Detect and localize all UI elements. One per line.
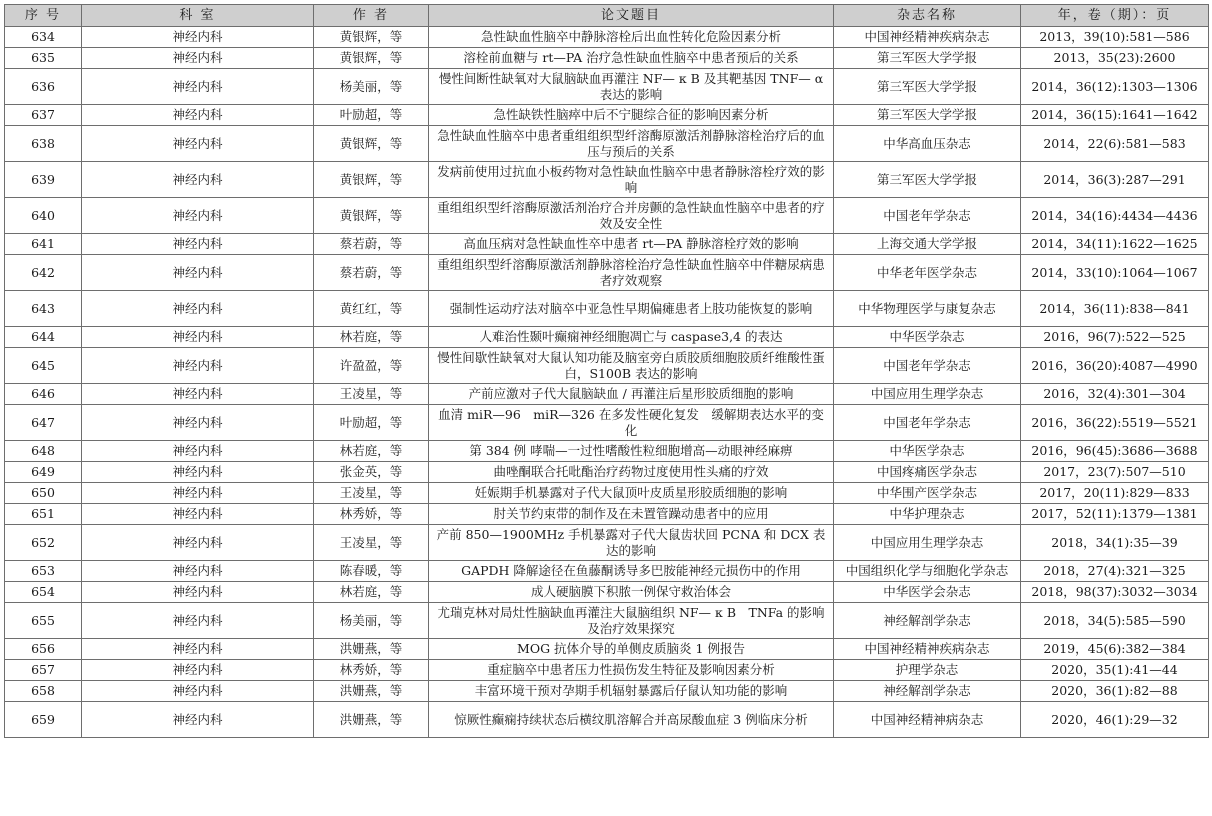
publication-table: [4, 4, 1209, 738]
cell-no: 634: [5, 27, 82, 48]
cell-dept: 神经内科: [82, 384, 314, 405]
cell-no: 640: [5, 198, 82, 234]
cell-author: 杨美丽，等: [314, 69, 429, 105]
cell-author: 王凌星，等: [314, 525, 429, 561]
cell-author: 林秀娇，等: [314, 660, 429, 681]
table-row: [5, 27, 1209, 48]
cell-author: 洪姗燕，等: [314, 639, 429, 660]
table-row: [5, 660, 1209, 681]
cell-citation: 2020，46(1):29—32: [1021, 702, 1209, 738]
cell-citation: 2014，36(11):838—841: [1021, 291, 1209, 327]
cell-dept: 神经内科: [82, 48, 314, 69]
cell-journal: 中华护理杂志: [834, 504, 1021, 525]
cell-no: 646: [5, 384, 82, 405]
cell-author: 黄银辉，等: [314, 198, 429, 234]
cell-author: 叶励超，等: [314, 105, 429, 126]
cell-citation: 2016，36(22):5519—5521: [1021, 405, 1209, 441]
cell-author: 洪姗燕，等: [314, 702, 429, 738]
header-title: 论文题目: [429, 5, 834, 27]
cell-dept: 神经内科: [82, 291, 314, 327]
table-row: [5, 384, 1209, 405]
cell-author: 陈春暖，等: [314, 561, 429, 582]
cell-title: 产前 850—1900MHz 手机暴露对子代大鼠齿状回 PCNA 和 DCX 表达的影响: [429, 525, 834, 561]
header-dept: 科 室: [82, 5, 314, 27]
cell-no: 643: [5, 291, 82, 327]
cell-dept: 神经内科: [82, 702, 314, 738]
table-row: [5, 255, 1209, 291]
cell-dept: 神经内科: [82, 525, 314, 561]
table-row: [5, 162, 1209, 198]
cell-journal: 中国老年学杂志: [834, 405, 1021, 441]
cell-journal: 第三军医大学学报: [834, 105, 1021, 126]
header-author: 作 者: [314, 5, 429, 27]
cell-journal: 中国神经精神疾病杂志: [834, 27, 1021, 48]
cell-journal: 神经解剖学杂志: [834, 603, 1021, 639]
cell-dept: 神经内科: [82, 162, 314, 198]
cell-author: 林若庭，等: [314, 441, 429, 462]
cell-dept: 神经内科: [82, 504, 314, 525]
cell-title: 血清 miR—96 miR—326 在多发性硬化复发 缓解期表达水平的变化: [429, 405, 834, 441]
cell-citation: 2013，39(10):581—586: [1021, 27, 1209, 48]
cell-journal: 中国神经精神疾病杂志: [834, 639, 1021, 660]
cell-journal: 中国组织化学与细胞化学杂志: [834, 561, 1021, 582]
cell-title: 慢性间断性缺氧对大鼠脑缺血再灌注 NF— κ B 及其靶基因 TNF— α 表达的影响: [429, 69, 834, 105]
cell-title: GAPDH 降解途径在鱼藤酮诱导多巴胺能神经元损伤中的作用: [429, 561, 834, 582]
table-row: [5, 234, 1209, 255]
header-no: 序 号: [5, 5, 82, 27]
cell-author: 王凌星，等: [314, 384, 429, 405]
table-row: [5, 405, 1209, 441]
cell-journal: 中华医学杂志: [834, 327, 1021, 348]
table-row: [5, 327, 1209, 348]
cell-no: 651: [5, 504, 82, 525]
cell-author: 叶励超，等: [314, 405, 429, 441]
cell-citation: 2016，96(7):522—525: [1021, 327, 1209, 348]
cell-title: 急性缺血性脑卒中患者重组组织型纤溶酶原激活剂静脉溶栓治疗后的血压与预后的关系: [429, 126, 834, 162]
cell-citation: 2017，52(11):1379—1381: [1021, 504, 1209, 525]
cell-no: 644: [5, 327, 82, 348]
cell-citation: 2014，34(16):4434—4436: [1021, 198, 1209, 234]
cell-journal: 中国应用生理学杂志: [834, 525, 1021, 561]
cell-title: 成人硬脑膜下积脓一例保守救治体会: [429, 582, 834, 603]
cell-dept: 神经内科: [82, 234, 314, 255]
cell-no: 637: [5, 105, 82, 126]
cell-no: 645: [5, 348, 82, 384]
cell-dept: 神经内科: [82, 255, 314, 291]
cell-citation: 2013，35(23):2600: [1021, 48, 1209, 69]
cell-title: 急性缺铁性脑瘁中后不宁腿综合征的影响因素分析: [429, 105, 834, 126]
table-row: [5, 603, 1209, 639]
cell-dept: 神经内科: [82, 483, 314, 504]
cell-journal: 中华物理医学与康复杂志: [834, 291, 1021, 327]
cell-citation: 2017，20(11):829—833: [1021, 483, 1209, 504]
cell-author: 洪姗燕，等: [314, 681, 429, 702]
cell-no: 641: [5, 234, 82, 255]
cell-title: 高血压病对急性缺血性卒中患者 rt—PA 静脉溶栓疗效的影响: [429, 234, 834, 255]
cell-title: 发病前使用过抗血小板药物对急性缺血性脑卒中患者静脉溶栓疗效的影响: [429, 162, 834, 198]
cell-title: 第 384 例 哮喘—一过性嗜酸性粒细胞增高—动眼神经麻痹: [429, 441, 834, 462]
cell-journal: 中华高血压杂志: [834, 126, 1021, 162]
cell-title: 妊娠期手机暴露对子代大鼠顶叶皮质星形胶质细胞的影响: [429, 483, 834, 504]
cell-dept: 神经内科: [82, 69, 314, 105]
table-row: [5, 702, 1209, 738]
publication-table-container: [4, 4, 1208, 738]
cell-journal: 第三军医大学学报: [834, 162, 1021, 198]
cell-journal: 中华医学杂志: [834, 441, 1021, 462]
cell-title: 肘关节约束带的制作及在未置管躁动患者中的应用: [429, 504, 834, 525]
cell-title: 重症脑卒中患者压力性损伤发生特征及影响因素分析: [429, 660, 834, 681]
cell-author: 张金英，等: [314, 462, 429, 483]
cell-dept: 神经内科: [82, 405, 314, 441]
cell-title: 重组组织型纤溶酶原激活剂治疗合并房颤的急性缺血性脑卒中患者的疗效及安全性: [429, 198, 834, 234]
table-row: [5, 348, 1209, 384]
cell-title: 惊厥性癫痫持续状态后横纹肌溶解合并高尿酸血症 3 例临床分析: [429, 702, 834, 738]
cell-author: 黄红红，等: [314, 291, 429, 327]
cell-dept: 神经内科: [82, 126, 314, 162]
cell-author: 林若庭，等: [314, 582, 429, 603]
cell-dept: 神经内科: [82, 348, 314, 384]
table-row: [5, 525, 1209, 561]
cell-dept: 神经内科: [82, 441, 314, 462]
cell-title: 曲唑酮联合托吡酯治疗药物过度使用性头痛的疗效: [429, 462, 834, 483]
cell-no: 657: [5, 660, 82, 681]
cell-no: 638: [5, 126, 82, 162]
cell-no: 642: [5, 255, 82, 291]
cell-journal: 中华老年医学杂志: [834, 255, 1021, 291]
cell-journal: 上海交通大学学报: [834, 234, 1021, 255]
cell-dept: 神经内科: [82, 327, 314, 348]
header-row: [5, 5, 1209, 27]
cell-title: 溶栓前血糖与 rt—PA 治疗急性缺血性脑卒中患者预后的关系: [429, 48, 834, 69]
table-row: [5, 561, 1209, 582]
cell-dept: 神经内科: [82, 582, 314, 603]
cell-journal: 中国老年学杂志: [834, 198, 1021, 234]
cell-journal: 护理学杂志: [834, 660, 1021, 681]
cell-author: 王凌星，等: [314, 483, 429, 504]
cell-dept: 神经内科: [82, 462, 314, 483]
table-row: [5, 291, 1209, 327]
cell-no: 654: [5, 582, 82, 603]
cell-no: 639: [5, 162, 82, 198]
cell-dept: 神经内科: [82, 561, 314, 582]
table-row: [5, 126, 1209, 162]
cell-journal: 中华围产医学杂志: [834, 483, 1021, 504]
cell-title: 慢性间歇性缺氧对大鼠认知功能及脑室旁白质胶质细胞胶质纤维酸性蛋白，S100B 表达的影响: [429, 348, 834, 384]
cell-no: 635: [5, 48, 82, 69]
table-row: [5, 69, 1209, 105]
cell-dept: 神经内科: [82, 639, 314, 660]
cell-no: 658: [5, 681, 82, 702]
cell-citation: 2018，98(37):3032—3034: [1021, 582, 1209, 603]
cell-citation: 2014，22(6):581—583: [1021, 126, 1209, 162]
table-row: [5, 582, 1209, 603]
cell-citation: 2014，36(15):1641—1642: [1021, 105, 1209, 126]
cell-dept: 神经内科: [82, 681, 314, 702]
cell-author: 黄银辉，等: [314, 126, 429, 162]
cell-title: 丰富环境干预对孕期手机辐射暴露后仔鼠认知功能的影响: [429, 681, 834, 702]
cell-dept: 神经内科: [82, 27, 314, 48]
cell-title: 急性缺血性脑卒中静脉溶栓后出血性转化危险因素分析: [429, 27, 834, 48]
cell-author: 蔡若蔚，等: [314, 255, 429, 291]
table-row: [5, 48, 1209, 69]
cell-dept: 神经内科: [82, 105, 314, 126]
table-row: [5, 483, 1209, 504]
cell-author: 黄银辉，等: [314, 48, 429, 69]
cell-dept: 神经内科: [82, 603, 314, 639]
cell-journal: 中国神经精神病杂志: [834, 702, 1021, 738]
cell-dept: 神经内科: [82, 198, 314, 234]
cell-journal: 中国老年学杂志: [834, 348, 1021, 384]
table-row: [5, 198, 1209, 234]
cell-citation: 2014，36(3):287—291: [1021, 162, 1209, 198]
header-citation: 年，卷（期）：页: [1021, 5, 1209, 27]
cell-citation: 2016，32(4):301—304: [1021, 384, 1209, 405]
cell-dept: 神经内科: [82, 660, 314, 681]
cell-author: 黄银辉，等: [314, 162, 429, 198]
cell-no: 659: [5, 702, 82, 738]
cell-author: 蔡若蔚，等: [314, 234, 429, 255]
cell-journal: 中华医学会杂志: [834, 582, 1021, 603]
table-body: [5, 27, 1209, 738]
cell-author: 林秀娇，等: [314, 504, 429, 525]
cell-no: 650: [5, 483, 82, 504]
cell-journal: 神经解剖学杂志: [834, 681, 1021, 702]
cell-title: 产前应激对子代大鼠脑缺血 / 再灌注后星形胶质细胞的影响: [429, 384, 834, 405]
cell-citation: 2014，33(10):1064—1067: [1021, 255, 1209, 291]
cell-journal: 第三军医大学学报: [834, 69, 1021, 105]
cell-citation: 2019，45(6):382—384: [1021, 639, 1209, 660]
cell-citation: 2016，96(45):3686—3688: [1021, 441, 1209, 462]
cell-citation: 2018，34(1):35—39: [1021, 525, 1209, 561]
cell-title: 尤瑞克林对局灶性脑缺血再灌注大鼠脑组织 NF— κ B TNFa 的影响及治疗效果探究: [429, 603, 834, 639]
cell-author: 林若庭，等: [314, 327, 429, 348]
cell-citation: 2018，27(4):321—325: [1021, 561, 1209, 582]
cell-no: 653: [5, 561, 82, 582]
cell-citation: 2020，36(1):82—88: [1021, 681, 1209, 702]
cell-citation: 2020，35(1):41—44: [1021, 660, 1209, 681]
cell-no: 649: [5, 462, 82, 483]
cell-citation: 2014，34(11):1622—1625: [1021, 234, 1209, 255]
cell-citation: 2014，36(12):1303—1306: [1021, 69, 1209, 105]
cell-journal: 中国应用生理学杂志: [834, 384, 1021, 405]
cell-author: 杨美丽，等: [314, 603, 429, 639]
cell-title: 人难治性颞叶癫痫神经细胞凋亡与 caspase3,4 的表达: [429, 327, 834, 348]
cell-no: 636: [5, 69, 82, 105]
table-row: [5, 105, 1209, 126]
cell-journal: 中国疼痛医学杂志: [834, 462, 1021, 483]
cell-author: 黄银辉，等: [314, 27, 429, 48]
table-row: [5, 639, 1209, 660]
cell-journal: 第三军医大学学报: [834, 48, 1021, 69]
cell-title: 重组组织型纤溶酶原激活剂静脉溶栓治疗急性缺血性脑卒中伴糖尿病患者疗效观察: [429, 255, 834, 291]
cell-citation: 2017，23(7):507—510: [1021, 462, 1209, 483]
cell-title: MOG 抗体介导的单侧皮质脑炎 1 例报告: [429, 639, 834, 660]
cell-author: 许盈盈，等: [314, 348, 429, 384]
table-row: [5, 681, 1209, 702]
cell-citation: 2016，36(20):4087—4990: [1021, 348, 1209, 384]
table-row: [5, 441, 1209, 462]
cell-no: 652: [5, 525, 82, 561]
table-row: [5, 462, 1209, 483]
cell-no: 656: [5, 639, 82, 660]
cell-citation: 2018，34(5):585—590: [1021, 603, 1209, 639]
cell-title: 强制性运动疗法对脑卒中亚急性早期偏瘫患者上肢功能恢复的影响: [429, 291, 834, 327]
header-journal: 杂志名称: [834, 5, 1021, 27]
cell-no: 655: [5, 603, 82, 639]
table-row: [5, 504, 1209, 525]
cell-no: 648: [5, 441, 82, 462]
cell-no: 647: [5, 405, 82, 441]
